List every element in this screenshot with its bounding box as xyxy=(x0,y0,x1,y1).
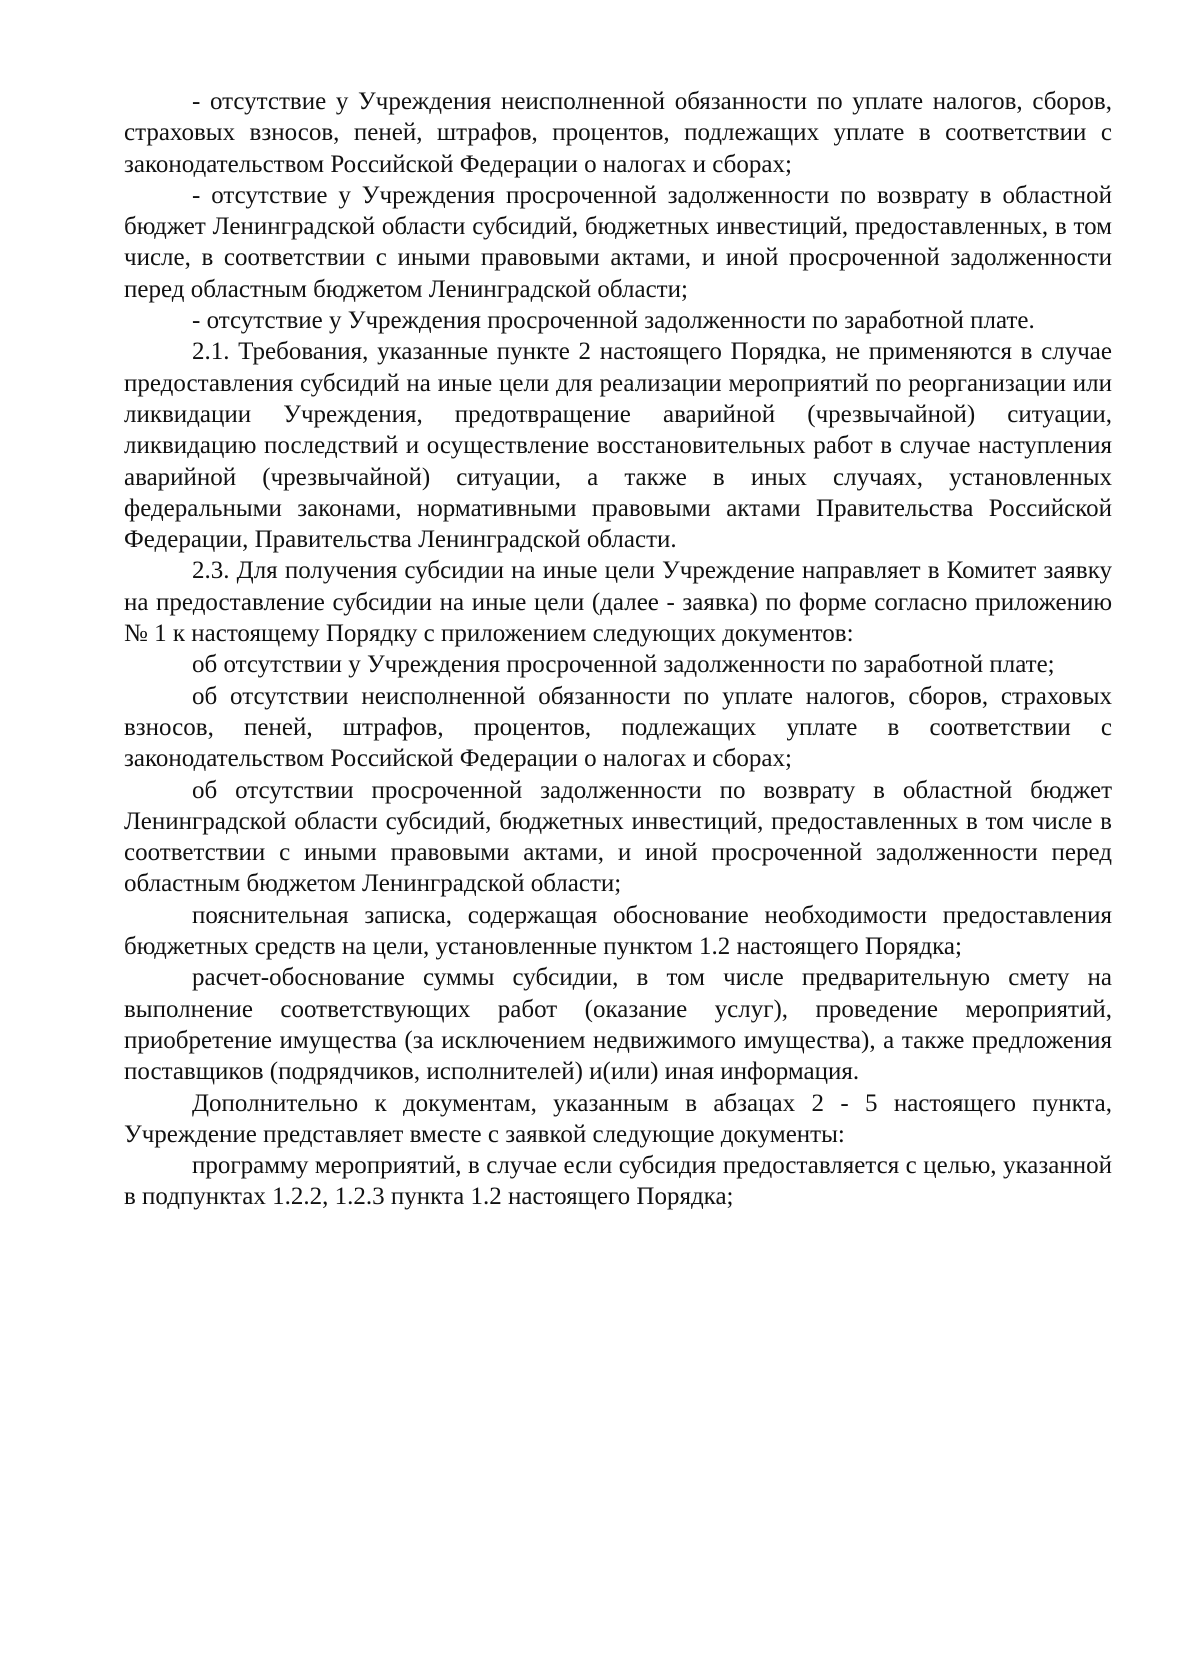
paragraph-tax-arrears: - отсутствие у Учреждения неисполненной обязанности по уплате налогов, сборов, страховых взносов, пеней, штрафов, процентов, подлежащих уплате в соответствии с законодательством Российской Федерации о налогах и сборах; xyxy=(124,88,1112,178)
paragraph-calculation: расчет-обоснование суммы субсидии, в том числе предварительную смету на выполнение соответствующих работ (оказание услуг), проведение мероприятий, приобретение имущества (за исключением недвижимого имущества), а также предложения поставщиков (подрядчиков, исполнителей) и(или) иная информация. xyxy=(124,964,1112,1086)
paragraph-2-3-application: 2.3. Для получения субсидии на иные цели Учреждение направляет в Комитет заявку на предоставление субсидии на иные цели (далее - заявка) по форме согласно приложению № 1 к настоящему Порядку с приложением следующих документов: xyxy=(124,557,1112,648)
paragraph-program: программу мероприятий, в случае если субсидия предоставляется с целью, указанной в подпунктах 1.2.2, 1.2.3 пункта 1.2 настоящего Порядка; xyxy=(124,1152,1112,1211)
paragraph-doc-tax: об отсутствии неисполненной обязанности по уплате налогов, сборов, страховых взносов, пеней, штрафов, процентов, подлежащих уплате в соответствии с законодательством Российской Федерации о налогах и сборах; xyxy=(124,682,1112,773)
paragraph-doc-budget: об отсутствии просроченной задолженности по возврату в областной бюджет Ленинградской области субсидий, бюджетных инвестиций, предоставленных в том числе в соответствии с иными правовыми актами, и иной просроченной задолженности перед областным бюджетом Ленинградской области; xyxy=(124,776,1112,898)
paragraph-doc-salary: об отсутствии у Учреждения просроченной задолженности по заработной плате; xyxy=(192,651,1055,679)
paragraph-explanatory-note: пояснительная записка, содержащая обоснование необходимости предоставления бюджетных средств на цели, установленные пунктом 1.2 настоящего Порядка; xyxy=(124,901,1112,961)
paragraph-salary-arrears: - отсутствие у Учреждения просроченной задолженности по заработной плате. xyxy=(192,307,1035,335)
paragraph-2-1-requirements: 2.1. Требования, указанные пункте 2 настоящего Порядка, не применяются в случае предоставления субсидий на иные цели для реализации мероприятий по реорганизации или ликвидации Учреждения, предотвращение аварийной (чрезвычайной) ситуации, ликвидацию последствий и осуществление восстановительных работ в случае наступления аварийной (чрезвычайной) ситуации, а также в иных случаях, установленных федеральными законами, нормативными правовыми актами Правительства Российской Федерации, Правительства Ленинградской области. xyxy=(124,338,1112,554)
document-page xyxy=(124,86,1112,1213)
paragraph-budget-arrears: - отсутствие у Учреждения просроченной задолженности по возврату в областной бюджет Ленинградской области субсидий, бюджетных инвестиций, предоставленных, в том числе, в соответствии с иными правовыми актами, и иной просроченной задолженности перед областным бюджетом Ленинградской области; xyxy=(124,181,1112,303)
paragraph-additional-docs: Дополнительно к документам, указанным в абзацах 2 - 5 настоящего пункта, Учреждение представляет вместе с заявкой следующие документы: xyxy=(124,1089,1112,1148)
